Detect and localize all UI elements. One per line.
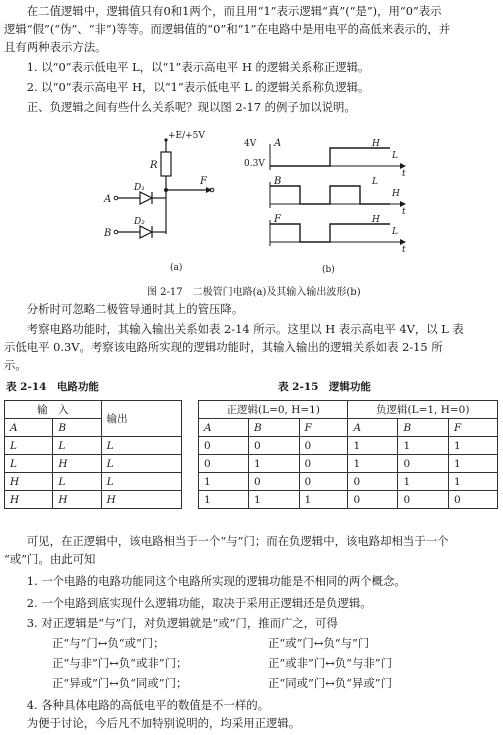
col-header: B [53,419,101,437]
final-note: 为便于讨论，今后凡不加特别说明的，均采用正逻辑。 [4,716,301,730]
analysis-line-2: 考察电路功能时，其输入输出关系如表 2-14 所示。这里以 H 表示高电平 4V，以 L 表 [4,322,464,336]
relation-question: 正、负逻辑之间有些什么关系呢？现以图 2-17 的例子加以说明。 [4,100,356,114]
waveform-time-label: t [402,169,406,179]
table-cell: H [53,455,101,473]
conclusion-line-1: 可见，在正逻辑中，该电路相当于一个“与”门；而在负逻辑中，该电路却相当于一个 [4,534,449,548]
final-point-4: 4. 各种具体电路的高低电平的数值是不一样的。 [4,698,270,712]
table-cell: L [101,473,181,491]
table-row [5,491,182,509]
waveform-signal [270,224,390,242]
intro-line-3: 且有两种表示方法。 [4,40,107,54]
def-positive-logic: 1. 以“0”表示低电平 L，以“1”表示高电平 H 的逻辑关系称正逻辑。 [4,60,370,74]
input-a-label: A [104,194,112,205]
table-cell: 1 [199,491,249,509]
waveform-level-mark: H [392,189,400,199]
col-header: A [199,419,249,437]
equivalence-right: 正“或非”门↔负“与非”门 [268,656,392,670]
table-cell: L [101,437,181,455]
col-header: B [249,419,299,437]
table-cell: 0 [398,455,448,473]
table-cell: L [101,455,181,473]
table-row [5,455,182,473]
table-row [199,455,498,473]
low-level-label: 0.3V [244,159,265,169]
table-2-15-title: 表 2-15 逻辑功能 [278,381,371,393]
equivalence-right: 正“同或”门↔负“异或”门 [268,676,392,690]
table-cell: 1 [448,473,497,491]
table-cell: 1 [448,455,497,473]
table-2-14 [4,400,182,509]
table-2-14-title: 表 2-14 电路功能 [6,381,99,393]
waveform-level-mark: H [372,215,380,225]
equivalence-left: 正“与”门↔负“或”门； [52,636,165,650]
supply-label: +E/+5V [168,131,205,141]
table-cell: 0 [448,491,497,509]
resistor-label: R [150,160,158,171]
table-cell: 0 [348,473,398,491]
table-row [5,437,182,455]
table-cell: 1 [448,437,497,455]
table-cell: H [5,473,53,491]
waveform-time-label: t [402,207,406,217]
conclusion-point-3: 3. 对正逻辑是“与”门，对负逻辑就是“或”门，推而广之，可得 [4,616,338,630]
table-cell: 1 [348,437,398,455]
waveform-level-mark: H [372,139,380,149]
waveform-signal-label: A [274,138,282,149]
table-cell: L [5,455,53,473]
waveform-signal [270,186,390,204]
table-cell: 1 [398,437,448,455]
waveform-diagram [244,136,424,278]
equivalence-left: 正“与非”门↔负“或非”门； [52,656,188,670]
analysis-line-1: 分析时可忽略二极管导通时其上的管压降。 [4,302,244,316]
col-header: B [398,419,448,437]
waveform-signal [270,148,390,166]
high-level-label: 4V [244,139,257,149]
waveform-sublabel: (b) [322,265,335,275]
table-row [199,437,498,455]
diode1-label: D₁ [134,183,145,193]
output-header: 输出 [101,401,181,437]
col-header: F [299,419,348,437]
table-cell: H [53,491,101,509]
table-cell: 1 [199,473,249,491]
analysis-line-4: 示。 [4,358,27,372]
table-cell: 1 [249,455,299,473]
table-cell: 0 [398,491,448,509]
table-row [199,491,498,509]
table-cell: 0 [299,437,348,455]
intro-line-1: 在二值逻辑中，逻辑值只有0和1两个，而且用“1”表示逻辑“真”(“是”)，用“0”表示 [4,4,442,18]
col-header: A [5,419,53,437]
def-negative-logic: 2. 以“0”表示高电平 H，以“1”表示低电平 L 的逻辑关系称负逻辑。 [4,80,370,94]
table-row [5,473,182,491]
negative-logic-header: 负逻辑(L=1, H=0) [348,401,498,419]
col-header: F [448,419,497,437]
output-f-label: F [200,176,207,187]
table-cell: 0 [299,473,348,491]
equivalence-left: 正“异或”门↔负“同或”门； [52,676,188,690]
table-cell: 1 [299,491,348,509]
positive-logic-header: 正逻辑(L=0, H=1) [199,401,348,419]
table-cell: 0 [199,437,249,455]
waveform-time-label: t [402,245,406,255]
table-cell: L [53,437,101,455]
table-2-15 [198,400,498,509]
col-header: A [348,419,398,437]
analysis-line-3: 示低电平 0.3V。考察该电路所实现的逻辑功能时，其输入输出的逻辑关系如表 2-15 所 [4,340,443,354]
diode2-label: D₂ [134,217,145,227]
conclusion-point-1: 1. 一个电路的电路功能同这个电路所实现的逻辑功能是不相同的两个概念。 [4,574,406,588]
table-cell: 0 [299,455,348,473]
figure-caption: 图 2-17 二极管门电路(a)及其输入输出波形(b) [147,287,361,298]
table-cell: 0 [199,455,249,473]
circuit-sublabel: (a) [170,263,183,273]
table-cell: H [5,491,53,509]
table-cell: L [53,473,101,491]
waveform-signal-label: F [274,214,281,225]
table-cell: 0 [348,491,398,509]
waveform-level-mark: L [392,227,398,237]
waveform-level-mark: L [392,151,398,161]
conclusion-point-2: 2. 一个电路到底实现什么逻辑功能，取决于采用正逻辑还是负逻辑。 [4,596,372,610]
table-cell: 1 [249,491,299,509]
diode-gate-circuit [100,128,230,278]
table-cell: L [5,437,53,455]
intro-line-2: 逻辑“假”(“伪”、“非”)等等。而逻辑值的“0”和“1”在电路中是用电平的高低来表示的，并 [4,22,451,36]
table-cell: 0 [249,473,299,491]
equivalence-right: 正“或”门↔负“与”门 [268,636,370,650]
table-cell: 1 [398,473,448,491]
waveform-signal-label: B [274,176,282,187]
table-cell: 1 [348,455,398,473]
table-cell: 0 [249,437,299,455]
conclusion-line-2: “或”门。由此可知 [4,552,96,566]
waveform-level-mark: L [372,177,378,187]
table-cell: H [101,491,181,509]
input-group-header: 输 入 [5,401,102,419]
table-row [199,473,498,491]
input-b-label: B [104,228,112,239]
